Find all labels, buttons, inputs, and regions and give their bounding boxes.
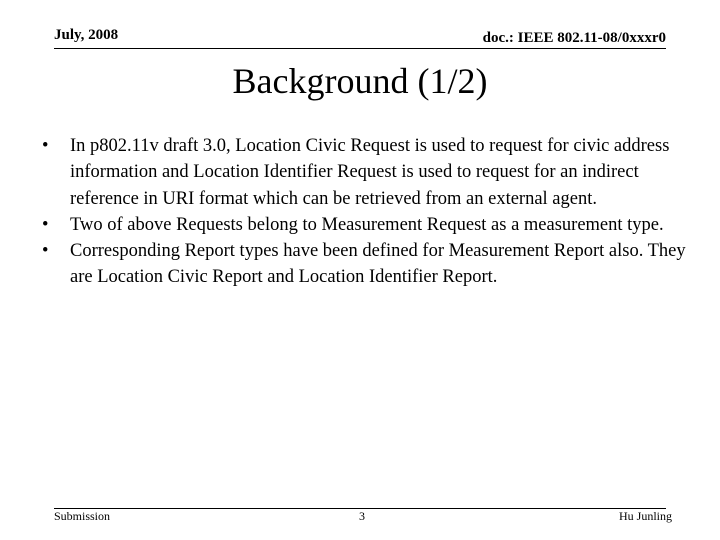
bullet-item [42, 238, 687, 291]
footer-submission-label: Submission [54, 509, 111, 523]
header-date: July, 2008 [54, 27, 119, 43]
bullet-item [42, 212, 687, 238]
bullet-marker: • [42, 136, 49, 156]
bullet-item [42, 133, 687, 212]
footer-page-number: 3 [359, 509, 365, 523]
bullet-text: In p802.11v draft 3.0, Location Civic Request is used to request for civic address information and Location Identifier Request is used to request for an indirect reference in URI format which can be retrieved from an external agent. [70, 136, 670, 209]
bullet-list [42, 133, 687, 291]
header-divider [54, 48, 666, 49]
bullet-text: Two of above Requests belong to Measurement Request as a measurement type. [70, 214, 664, 235]
bullet-marker: • [42, 214, 49, 235]
footer-author: Hu Junling [618, 509, 672, 523]
bullet-text: Corresponding Report types have been defined for Measurement Report also. They are Location Civic Report and Location Identifier Report. [70, 241, 686, 288]
bullet-marker: • [42, 241, 49, 262]
slide-title: Background (1/2) [232, 61, 488, 101]
header-document-id: doc.: IEEE 802.11-08/0xxxr0 [482, 30, 666, 46]
